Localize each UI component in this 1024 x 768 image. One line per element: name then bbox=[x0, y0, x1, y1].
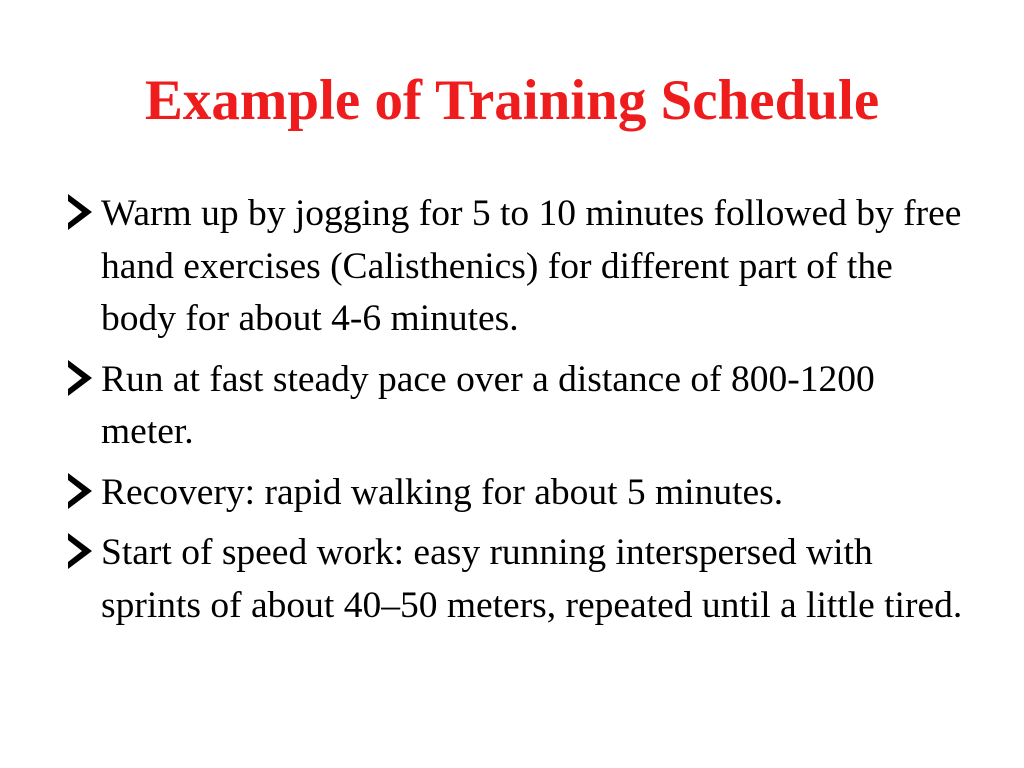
bullet-item bbox=[63, 467, 963, 520]
bullet-list bbox=[63, 188, 963, 640]
bullet-item bbox=[63, 354, 963, 459]
arrow-right-icon bbox=[63, 190, 97, 234]
bullet-text: Run at fast steady pace over a distance of 800-1200 meter. bbox=[101, 358, 875, 452]
slide-title: Example of Training Schedule bbox=[144, 69, 880, 132]
bullet-item bbox=[63, 527, 963, 632]
bullet-text: Warm up by jogging for 5 to 10 minutes followed by free hand exercises (Calisthenics) for different part of the body for about 4-6 minutes. bbox=[101, 193, 962, 339]
arrow-right-icon bbox=[63, 469, 97, 513]
bullet-text: Recovery: rapid walking for about 5 minutes. bbox=[101, 471, 784, 513]
bullet-item bbox=[63, 188, 963, 346]
arrow-right-icon bbox=[63, 356, 97, 400]
bullet-text: Start of speed work: easy running interspersed with sprints of about 40–50 meters, repeated until a little tired. bbox=[101, 532, 963, 626]
arrow-right-icon bbox=[63, 529, 97, 573]
